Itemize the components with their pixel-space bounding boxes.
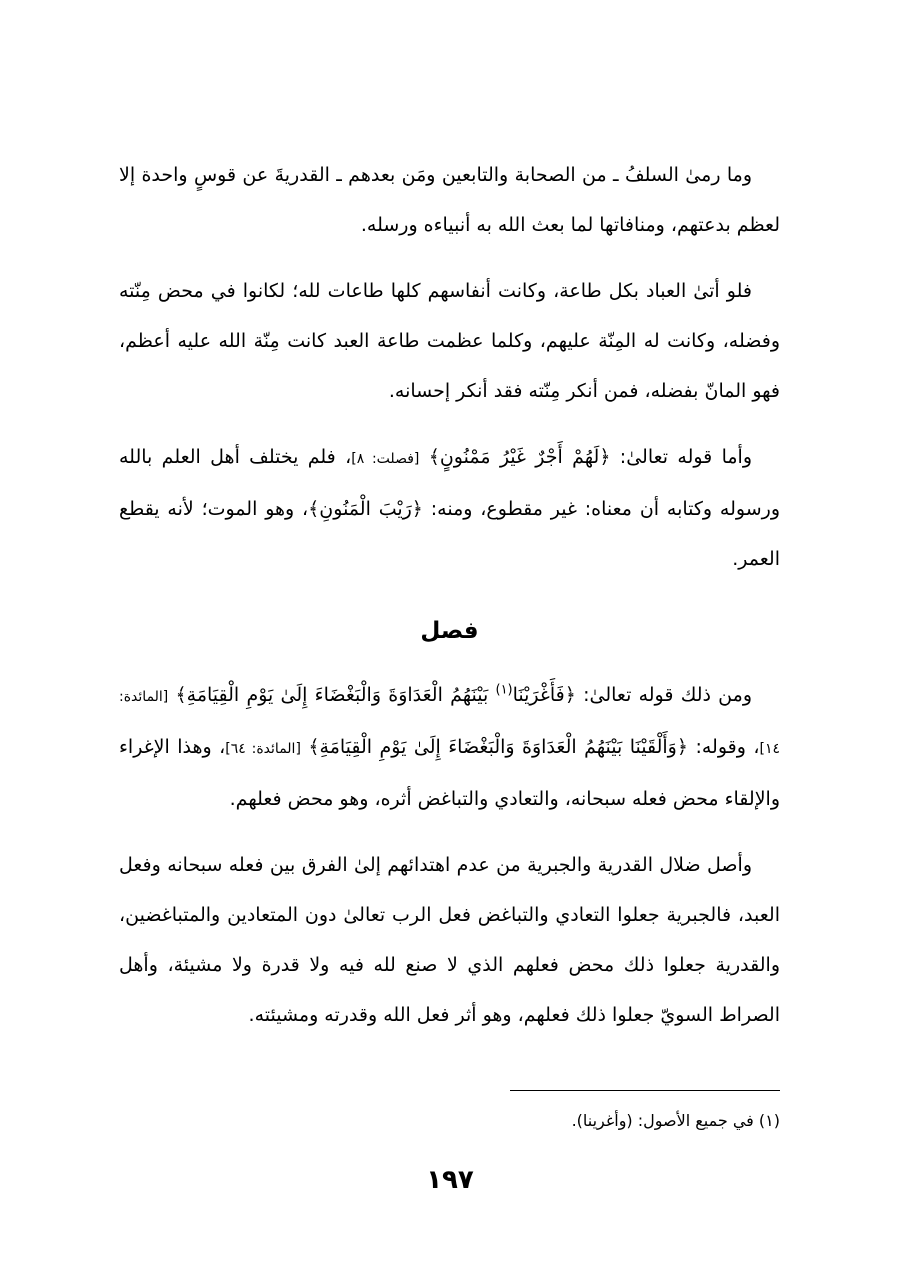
footnote-divider [510, 1090, 780, 1091]
footnote: (١) في جميع الأصول: (وأغرينا). [571, 1111, 780, 1130]
page-number: ١٩٧ [426, 1165, 474, 1195]
paragraph-text: ، وهذا الإغراء والإلقاء محض فعله سبحانه، والتعادي والتباغض أثره، وهو محض فعلهم. [119, 736, 780, 810]
quran-verse-continued: بَيْنَهُمُ الْعَدَاوَةَ وَالْبَغْضَاءَ إِلَىٰ يَوْمِ الْقِيَامَةِ﴾ [175, 684, 496, 706]
paragraph-ighra [119, 670, 780, 824]
paragraph-ghayr-mamnun [119, 432, 780, 584]
footnote-marker[interactable]: (١) [495, 682, 513, 698]
paragraph-qadariyya-jabriyya: وأصل ضلال القدرية والجبرية من عدم اهتدائهم إلىٰ الفرق بين فعله سبحانه وفعل العبد، فالجبرية جعلوا التعادي والتباغض فعل الرب تعالىٰ دون المتعادين والمتباغضين، والقدرية جعلوا ذلك محض فعلهم الذي لا صنع لله فيه ولا قدرة ولا مشيئة، وأهل الصراط السويّ جعلوا ذلك فعلهم، وهو أثر فعل الله وقدرته ومشيئته. [119, 854, 780, 1026]
verse-reference: [فصلت: ٨] [351, 451, 420, 467]
quran-verse: ﴿فَأَغْرَيْنَا [512, 684, 576, 706]
main-text [119, 150, 780, 1056]
paragraph-text: ومن ذلك قوله تعالىٰ: [575, 684, 752, 706]
paragraph-obedience: فلو أتىٰ العباد بكل طاعة، وكانت أنفاسهم كلها طاعات لله؛ لكانوا في محض مِنّته وفضله، وكانت له المِنّة عليهم، وكلما عظمت طاعة العبد كانت مِنّة الله عليه أعظم، فهو المانّ بفضله، فمن أنكر مِنّته فقد أنكر إحسانه. [119, 280, 780, 402]
section-heading: فصل [420, 618, 479, 644]
paragraph-text: ، وهو الموت؛ لأنه يقطع العمر. [119, 498, 780, 570]
paragraph-text: ، فلم يختلف أهل العلم بالله ورسوله وكتابه أن معناه: غير مقطوع، ومنه: [119, 446, 780, 520]
paragraph-salaf: وما رمىٰ السلفُ ـ من الصحابة والتابعين ومَن بعدهم ـ القدريةَ عن قوسٍ واحدة إلا لعظم بدعتهم، ومنافاتها لما بعث الله به أنبياءه ورسله. [119, 164, 780, 236]
quran-verse: ﴿رَيْبَ الْمَنُونِ﴾ [308, 498, 423, 520]
verse-reference: [المائدة: ٦٤] [225, 741, 301, 757]
quran-verse: ﴿لَهُمْ أَجْرٌ غَيْرُ مَمْنُونٍ﴾ [428, 446, 611, 468]
paragraph-text: ، وقوله: [687, 736, 760, 758]
quran-verse: ﴿وَأَلْقَيْنَا بَيْنَهُمُ الْعَدَاوَةَ وَالْبَغْضَاءَ إِلَىٰ يَوْمِ الْقِيَامَةِ﴾ [308, 736, 688, 758]
paragraph-text: وأما قوله تعالىٰ: [610, 446, 753, 468]
verse-reference: [المائدة: ١٤] [119, 689, 781, 757]
